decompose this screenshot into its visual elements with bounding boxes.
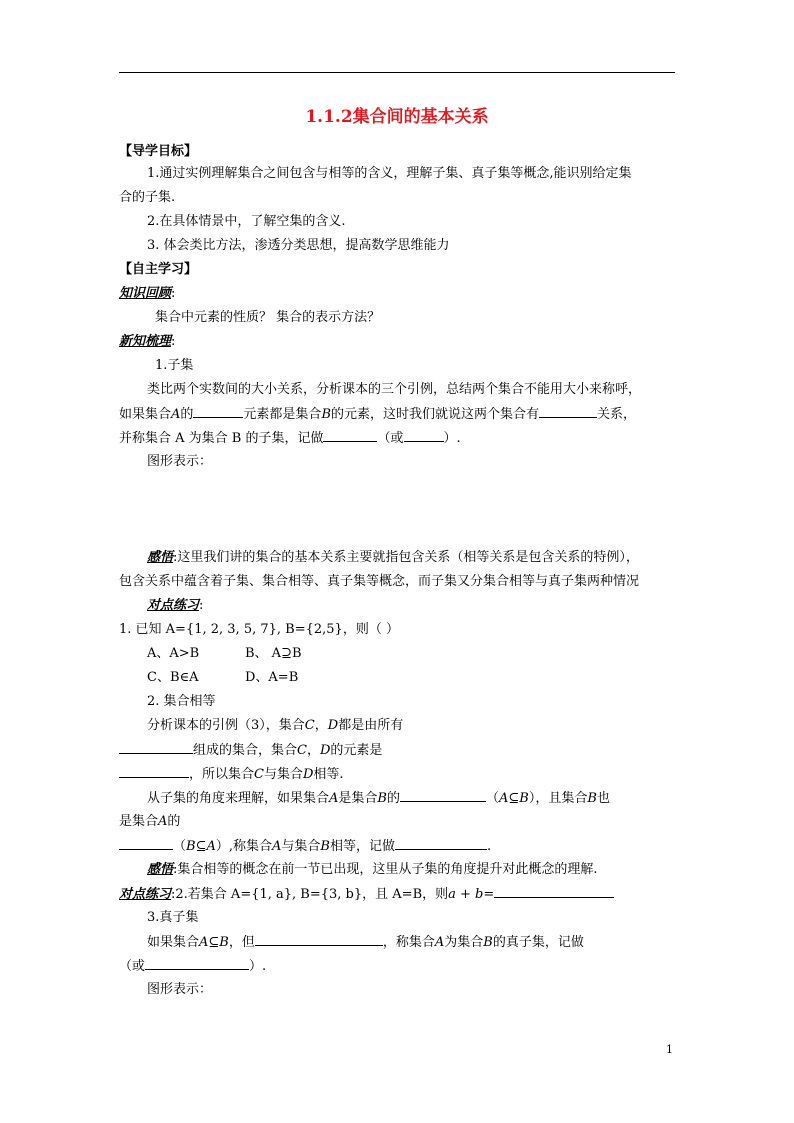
insight-2 [147, 861, 598, 878]
text: 的元素是 [330, 743, 383, 758]
text: : [199, 598, 204, 613]
practice-1-question: 1. 已知 A={1, 2, 3, 5, 7}, B={2,5}，则（ ） [119, 622, 399, 637]
text: 也 [596, 791, 610, 806]
text: ， [306, 743, 320, 758]
subset-heading: 1.子集 [155, 358, 194, 373]
var-b: B [483, 935, 493, 950]
text: 分析课本的引例（3），集合 [147, 718, 305, 733]
text: 关系， [597, 407, 637, 422]
text: :2.若集合 A={1, a}, B={3, b}，且 A=B，则 [171, 887, 449, 902]
formula-a-subset-b: A⊆B [499, 791, 529, 806]
new-knowledge-label: 新知梳理 [119, 334, 172, 349]
var-d: D [327, 718, 339, 733]
text: 从子集的角度来理解，如果集合 [147, 791, 330, 806]
var-c: C [254, 767, 264, 782]
fill-blank[interactable] [255, 933, 383, 946]
text: 与集合 [281, 839, 321, 854]
var-b: B [587, 791, 597, 806]
new-label-line [119, 333, 175, 350]
text: 如果集合 [147, 935, 200, 950]
formula-a-plus-b: a + b [448, 887, 484, 902]
text: ），且集合 [528, 791, 588, 806]
var-a: A [158, 814, 168, 829]
fill-blank[interactable] [323, 429, 377, 442]
text: ， [314, 718, 328, 733]
fill-blank[interactable] [119, 765, 189, 778]
review-colon: : [171, 286, 176, 301]
goal-2: 2.在具体情景中，了解空集的含义. [147, 214, 346, 229]
equal-line-1 [147, 717, 403, 734]
var-a: A [434, 935, 445, 950]
text: 相等. [313, 767, 344, 782]
fill-blank[interactable] [193, 405, 243, 418]
insight-1b: 包含关系中蕴含着子集、集合相等、真子集等概念，而子集又分集合相等与真子集两种情况 [119, 574, 640, 589]
text: （或 [377, 431, 404, 446]
subset-para-2 [119, 405, 636, 423]
var-a: A [329, 791, 339, 806]
fill-blank[interactable] [539, 405, 597, 418]
text: 相等，记做 [329, 839, 395, 854]
proper-subset-heading: 3.真子集 [147, 910, 199, 925]
text: 的 [167, 814, 181, 829]
text: ）,称集合 [215, 839, 272, 854]
var-b: B [377, 791, 387, 806]
equal-line-2 [119, 741, 382, 759]
text: 是集合 [119, 814, 159, 829]
text: （或 [119, 959, 146, 974]
practice-1-label-line [147, 597, 203, 614]
subset-para-1: 类比两个实数间的大小关系，分析课本的三个引例，总结两个集合不能用大小来称呼， [147, 382, 642, 397]
practice-label: 对点练习 [119, 887, 172, 902]
var-d: D [319, 743, 331, 758]
option-a: A、A>B [147, 646, 200, 661]
text: ，称集合 [382, 935, 435, 950]
var-c: C [297, 743, 307, 758]
goal-3: 3. 体会类比方法，渗透分类思想，提高数学思维能力 [147, 238, 450, 253]
proper-figure-label: 图形表示： [147, 982, 213, 997]
review-question: 集合中元素的性质？ 集合的表示方法？ [155, 310, 381, 325]
goal-1a: 1.通过实例理解集合之间包含与相等的含义，理解子集、真子集等概念,能识别给定集 [147, 166, 632, 181]
equal-line-6 [119, 837, 491, 855]
insight-1a [147, 549, 639, 566]
proper-line-2 [119, 957, 266, 975]
fill-blank[interactable] [400, 789, 486, 802]
text: ）. [249, 959, 267, 974]
text: ，但 [228, 935, 255, 950]
equal-heading: 2. 集合相等 [147, 694, 216, 709]
option-d: D、A=B [245, 670, 299, 685]
option-c: C、B∈A [147, 670, 199, 685]
page-number: 1 [666, 1043, 673, 1056]
text: 与集合 [263, 767, 303, 782]
text: :集合相等的概念在前一节已出现，这里从子集的角度提升对此概念的理解. [173, 862, 598, 877]
text: 都是由所有 [338, 718, 404, 733]
var-b: B [320, 839, 330, 854]
text: 如果集合 [119, 407, 172, 422]
fill-blank[interactable] [494, 885, 614, 898]
text: ）. [443, 431, 461, 446]
text: :这里我们讲的集合的基本关系主要就指包含关系（相等关系是包含关系的特例）， [173, 550, 639, 565]
fill-blank[interactable] [119, 741, 193, 754]
header-rule [119, 72, 675, 73]
fill-blank[interactable] [404, 429, 444, 442]
subset-figure-label: 图形表示： [147, 454, 213, 469]
equal-line-4 [147, 789, 610, 807]
new-colon: : [171, 334, 176, 349]
text: 组成的集合，集合 [193, 743, 298, 758]
fill-blank[interactable] [395, 837, 487, 850]
insight-label: 感悟 [147, 550, 174, 565]
insight-label: 感悟 [147, 862, 174, 877]
equal-line-3 [119, 765, 344, 783]
equal-line-5 [119, 813, 180, 830]
formula-a-subset-b: A⊆B [199, 935, 229, 950]
text: 元素都是集合 [243, 407, 322, 422]
text: . [486, 839, 492, 854]
subset-para-3 [119, 429, 461, 447]
proper-line-1 [147, 933, 584, 951]
text: 的 [180, 407, 194, 422]
text: 的元素，这时我们就说这两个集合有 [331, 407, 540, 422]
var-b: B [321, 407, 331, 422]
review-label: 知识回顾 [119, 286, 172, 301]
option-b: B、 A⊇B [245, 646, 302, 661]
text: 的 [386, 791, 400, 806]
goals-heading: 【导学目标】 [119, 144, 198, 159]
text: ，所以集合 [189, 767, 255, 782]
var-a: A [272, 839, 282, 854]
goal-1b: 合的子集. [119, 190, 176, 205]
var-c: C [304, 718, 315, 733]
text: （ [173, 839, 187, 854]
fill-blank[interactable] [119, 837, 173, 850]
text: 是集合 [338, 791, 378, 806]
page-title: 1.1.2集合间的基本关系 [305, 107, 489, 127]
var-d: D [302, 767, 314, 782]
text: （ [486, 791, 500, 806]
text: = [483, 887, 495, 902]
var-a: A [171, 407, 181, 422]
practice-label: 对点练习 [147, 598, 200, 613]
fill-blank[interactable] [145, 957, 249, 970]
practice-2 [119, 885, 614, 903]
self-study-heading: 【自主学习】 [119, 262, 198, 277]
review-label-line [119, 285, 175, 302]
text: 的真子集，记做 [492, 935, 584, 950]
formula-b-subset-a: B⊆A [186, 839, 216, 854]
text: 为集合 [444, 935, 484, 950]
text: 并称集合 A 为集合 B 的子集，记做 [119, 431, 324, 446]
